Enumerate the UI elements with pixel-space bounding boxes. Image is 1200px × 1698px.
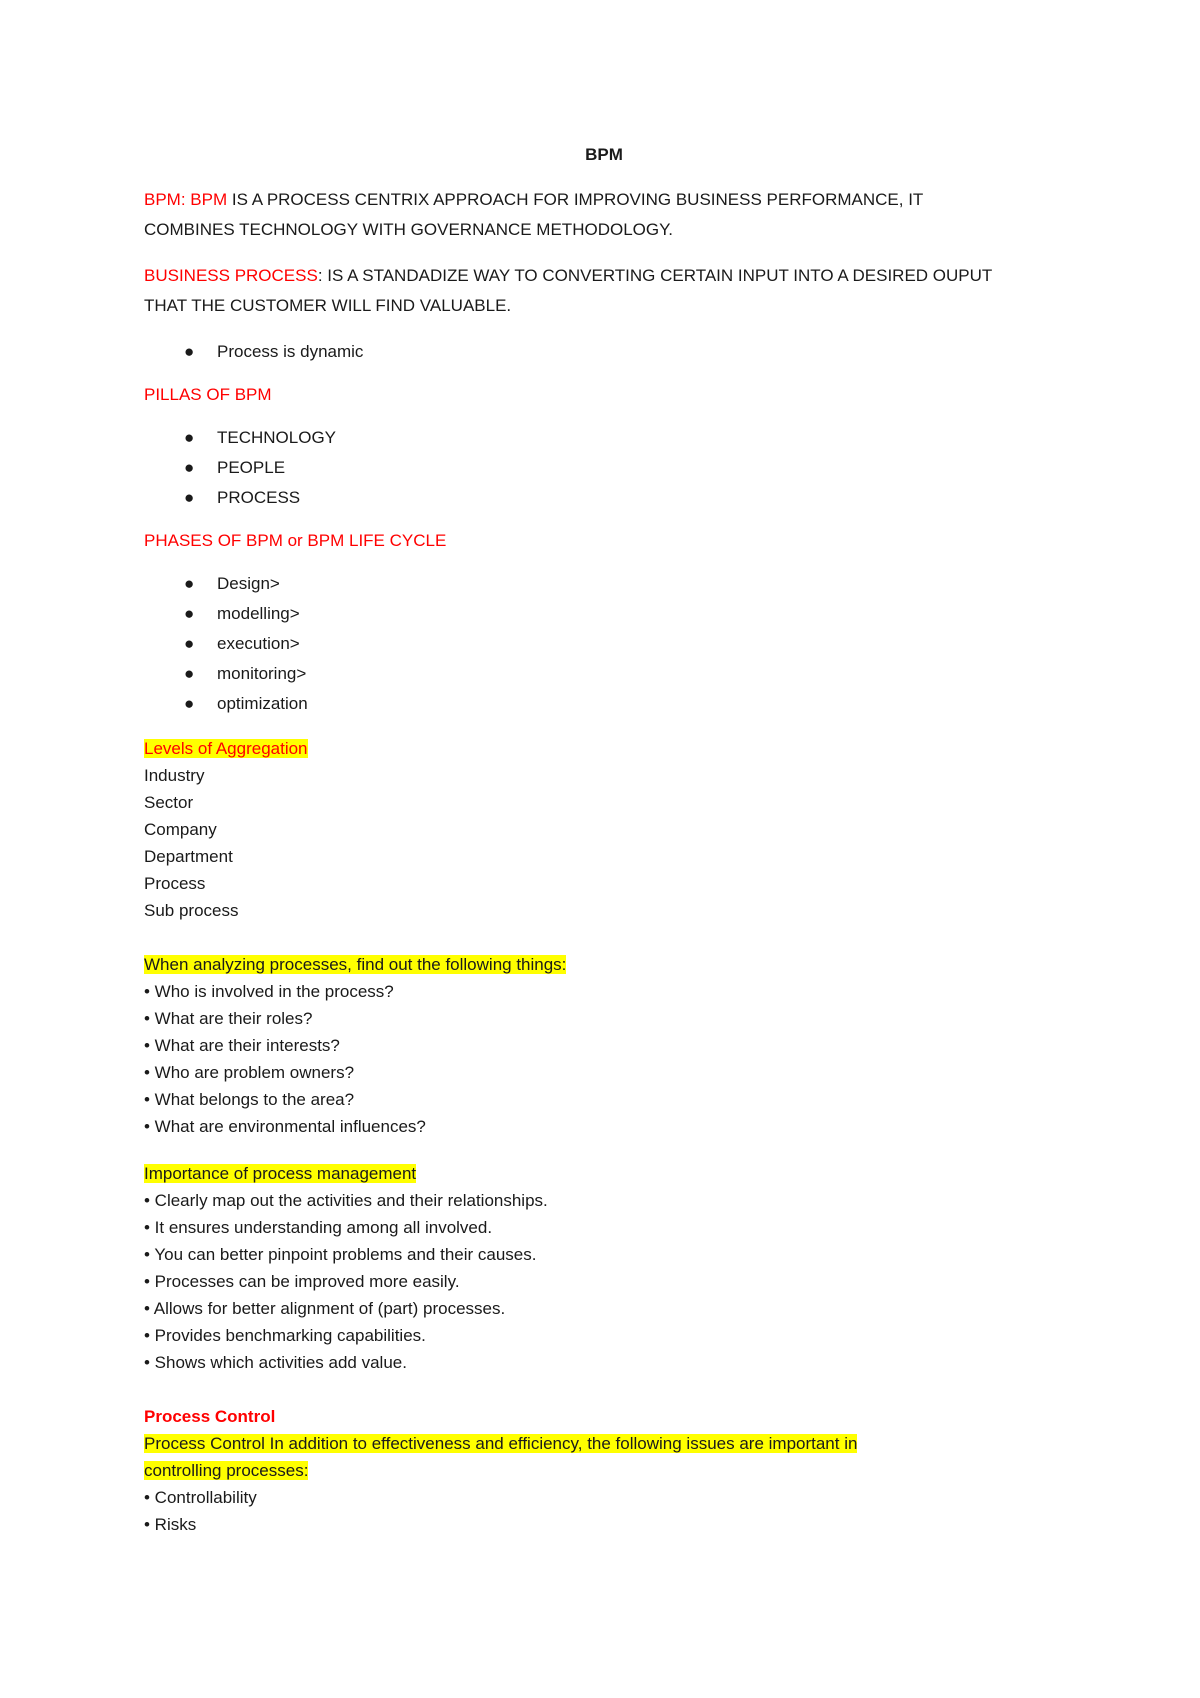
aggregation-section (144, 735, 1064, 924)
list-item: ● execution> (144, 629, 1064, 659)
list-item: • Clearly map out the activities and their relationships. (144, 1191, 548, 1210)
list-item: Department (144, 847, 233, 866)
list-item: • Provides benchmarking capabilities. (144, 1326, 426, 1345)
bullet-icon: ● (184, 342, 195, 361)
control-heading: Process Control (144, 1407, 276, 1426)
list-item: • Who are problem owners? (144, 1063, 355, 1082)
bullet-icon: ● (184, 574, 195, 593)
bpm-definition (144, 185, 1064, 245)
page-title: BPM (585, 145, 623, 164)
aggregation-heading: Levels of Aggregation (144, 739, 308, 758)
phases-heading: PHASES OF BPM or BPM LIFE CYCLE (144, 531, 447, 550)
bullet-icon: ● (184, 604, 195, 623)
list-item: • Processes can be improved more easily. (144, 1272, 460, 1291)
control-intro-line1: Process Control In addition to effectiveness and efficiency, the following issues are important in (144, 1434, 858, 1453)
analyzing-section (144, 951, 1064, 1140)
bpm-term: BPM: BPM (144, 190, 228, 209)
bpm-definition-line2: COMBINES TECHNOLOGY WITH GOVERNANCE METHODOLOGY. (144, 220, 673, 239)
bpm-definition-line1: IS A PROCESS CENTRIX APPROACH FOR IMPROVING BUSINESS PERFORMANCE, IT (227, 190, 924, 209)
bullet-icon: ● (184, 694, 195, 713)
bullet-icon: ● (184, 664, 195, 683)
business-process-line1: IS A STANDADIZE WAY TO CONVERTING CERTAIN INPUT INTO A DESIRED OUPUT (322, 266, 993, 285)
business-process-definition (144, 261, 1064, 321)
control-intro-line2: controlling processes: (144, 1461, 309, 1480)
business-process-colon: : (317, 266, 323, 285)
list-item: ● PEOPLE (144, 453, 1064, 483)
list-item: Industry (144, 766, 205, 785)
list-item: Company (144, 820, 217, 839)
pillars-list (144, 423, 1064, 513)
bullet-icon: ● (184, 488, 195, 507)
list-item: ● Process is dynamic (144, 337, 1064, 367)
list-item: • You can better pinpoint problems and their causes. (144, 1245, 537, 1264)
list-item: ● optimization (144, 689, 1064, 719)
analyzing-heading: When analyzing processes, find out the following things: (144, 955, 567, 974)
list-item: • What belongs to the area? (144, 1090, 355, 1109)
business-process-line2: THAT THE CUSTOMER WILL FIND VALUABLE. (144, 296, 512, 315)
list-item: • Who is involved in the process? (144, 982, 394, 1001)
list-item: • What are their interests? (144, 1036, 340, 1055)
list-item: ● Design> (144, 569, 1064, 599)
pillars-heading: PILLAS OF BPM (144, 385, 272, 404)
list-item: Sub process (144, 901, 239, 920)
list-item: • It ensures understanding among all involved. (144, 1218, 493, 1237)
list-item: • Shows which activities add value. (144, 1353, 407, 1372)
list-item: ● TECHNOLOGY (144, 423, 1064, 453)
list-item: Process (144, 874, 206, 893)
control-section (144, 1403, 1064, 1538)
list-item: ● modelling> (144, 599, 1064, 629)
list-item: • What are environmental influences? (144, 1117, 426, 1136)
bullet-icon: ● (184, 634, 195, 653)
list-item: ● monitoring> (144, 659, 1064, 689)
list-item: Sector (144, 793, 194, 812)
importance-section (144, 1160, 1064, 1376)
bullet-icon: ● (184, 458, 195, 477)
list-item: • Controllability (144, 1488, 257, 1507)
dynamic-list (144, 337, 1064, 367)
list-item: • Risks (144, 1515, 197, 1534)
document-body (144, 145, 1064, 1538)
business-process-term: BUSINESS PROCESS (144, 266, 318, 285)
list-item: • Allows for better alignment of (part) processes. (144, 1299, 506, 1318)
phases-list (144, 569, 1064, 719)
importance-heading: Importance of process management (144, 1164, 417, 1183)
list-item: • What are their roles? (144, 1009, 313, 1028)
list-item: ● PROCESS (144, 483, 1064, 513)
bullet-icon: ● (184, 428, 195, 447)
